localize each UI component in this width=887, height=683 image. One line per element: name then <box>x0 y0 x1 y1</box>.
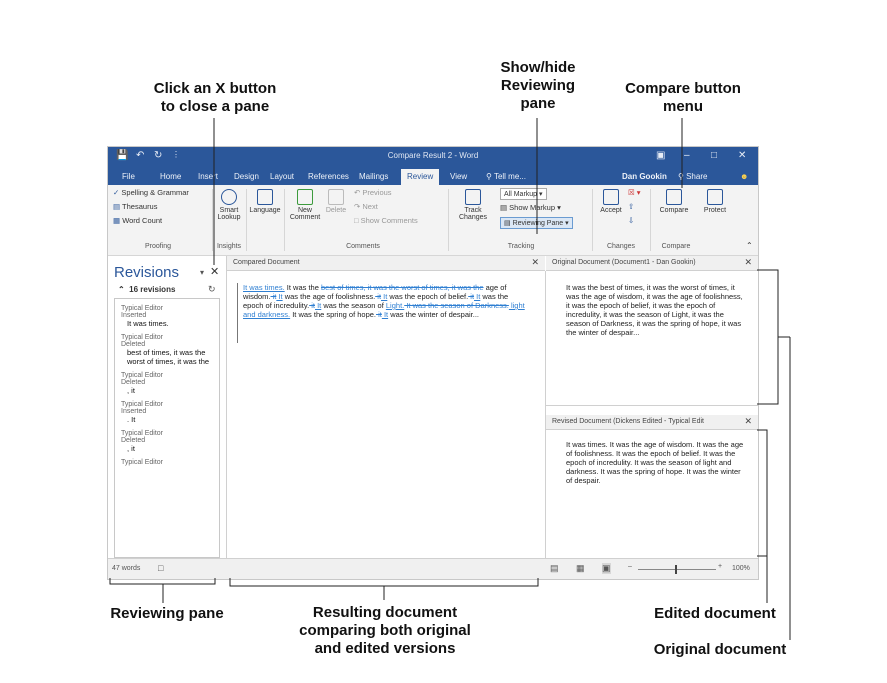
separator <box>592 189 593 251</box>
web-layout-icon[interactable]: ▣ <box>602 563 611 573</box>
collapse-ribbon-icon[interactable]: ⌃ <box>746 241 753 250</box>
separator <box>448 189 449 251</box>
track-changes-label: Track Changes <box>458 207 488 221</box>
tab-layout[interactable]: Layout <box>270 172 295 181</box>
list-item[interactable] <box>121 305 219 328</box>
delete-label: Delete <box>325 207 347 214</box>
thesaurus-button[interactable] <box>113 202 157 211</box>
previous-change-button[interactable]: ⇧ <box>628 202 635 211</box>
reviewing-pane-button[interactable]: ▤ Reviewing Pane ▾ <box>500 217 573 229</box>
callout-original-document: Original document <box>653 641 787 658</box>
change-bar <box>237 283 238 343</box>
delete-comment-button[interactable] <box>322 189 350 214</box>
ribbon-tabs <box>108 168 758 185</box>
revised-document-text: It was times. It was the age of wisdom. It was the age of foolishness. It was the epoch of belief. It was the epoch of incredulity. It was the season of light and darkness. It was the spring of hope. It was the winter of despair. <box>566 440 744 485</box>
new-comment-button[interactable] <box>288 189 322 221</box>
revision-type: Inserted <box>121 408 147 415</box>
tab-review[interactable]: Review <box>401 169 439 185</box>
close-revised-pane-icon[interactable]: ✕ <box>744 416 752 426</box>
show-markup-button[interactable]: ▤ Show Markup ▾ <box>500 203 561 212</box>
proofing-status-icon[interactable]: □ <box>158 563 164 573</box>
original-document-text: It was the best of times, it was the worst of times, it was the age of wisdom, it was the age of foolishness, it was the epoch of belief, it was the epoch of incredulity, it was the season of Light, it was the season of Darkness, it was the spring of hope, it was the winter of despair... <box>566 283 743 337</box>
revision-list <box>114 298 220 558</box>
callout-close-pane: Click an X button to close a pane <box>153 80 277 115</box>
callout-edited-document: Edited document <box>654 605 776 622</box>
revision-author: Typical Editor <box>121 305 164 312</box>
revision-count <box>118 285 175 294</box>
group-proofing: Proofing <box>144 243 172 250</box>
protect-icon <box>707 189 723 205</box>
next-label: Next <box>362 202 378 211</box>
text-run: was the season of <box>321 301 386 310</box>
compare-label: Compare <box>659 207 689 214</box>
revision-author: Typical Editor <box>121 430 164 437</box>
tab-home[interactable]: Home <box>160 172 182 181</box>
next-comment-button[interactable]: ↷ Next <box>354 202 378 211</box>
word-count-label: Word Count <box>122 216 163 225</box>
user-name[interactable]: Dan Gookin <box>622 172 667 181</box>
group-compare: Compare <box>661 243 691 250</box>
text-run: was the winter of despair... <box>388 310 480 319</box>
compared-document-header <box>227 256 545 271</box>
tell-me-box[interactable]: ⚲ Tell me... <box>486 172 526 181</box>
insertion: It <box>474 292 481 301</box>
callout-reviewing-pane: Reviewing pane <box>110 605 224 622</box>
list-item[interactable] <box>121 459 219 466</box>
compared-document-title: Compared Document <box>233 259 300 266</box>
language-icon <box>257 189 273 205</box>
original-document-title: Original Document (Document1 - Dan Gookin) <box>552 259 696 266</box>
zoom-level[interactable]: 100% <box>732 565 750 572</box>
window-title: Compare Result 2 - Word <box>387 151 479 160</box>
group-insights: Insights <box>216 243 242 250</box>
revision-text: . It <box>127 415 136 424</box>
deletion: it <box>309 301 315 310</box>
tab-file[interactable]: File <box>122 172 135 181</box>
show-comments-button[interactable]: □ Show Comments <box>354 216 418 225</box>
protect-button[interactable] <box>700 189 730 214</box>
revision-author: Typical Editor <box>121 459 164 466</box>
ribbon-options-icon[interactable]: ▣ <box>656 150 666 161</box>
spelling-icon: ✓ <box>113 188 120 197</box>
separator <box>246 189 247 251</box>
revision-type: Deleted <box>121 437 146 444</box>
tab-references[interactable]: References <box>308 172 349 181</box>
qat-customize-icon[interactable]: ⋮ <box>172 150 180 159</box>
show-comments-label: Show Comments <box>360 216 418 225</box>
callout-resulting-document: Resulting document comparing both original and edited versions <box>299 604 471 657</box>
tab-view[interactable]: View <box>450 172 468 181</box>
list-item[interactable] <box>121 430 219 453</box>
text-run: was the epoch of incredulity. <box>243 292 509 310</box>
group-tracking: Tracking <box>507 243 535 250</box>
insertion: light and darkness. <box>243 301 525 319</box>
insertion: It <box>315 301 322 310</box>
zoom-slider[interactable] <box>638 569 716 570</box>
group-comments: Comments <box>346 243 380 250</box>
tab-design[interactable]: Design <box>234 172 259 181</box>
original-document-header <box>546 256 758 271</box>
revision-text: , it <box>127 386 135 395</box>
smart-lookup-label: Smart Lookup <box>217 207 241 221</box>
read-mode-icon[interactable]: ▤ <box>550 563 559 573</box>
accept-label: Accept <box>600 207 622 214</box>
compared-document-area[interactable] <box>227 271 546 558</box>
refresh-icon[interactable]: ↻ <box>208 284 216 294</box>
display-for-review-select[interactable]: All Markup ▾ <box>500 188 547 200</box>
insertion: It <box>381 310 389 319</box>
compare-icon <box>666 189 682 205</box>
title-bar <box>108 147 758 168</box>
revision-type: Deleted <box>121 341 146 348</box>
smart-lookup-icon <box>221 189 237 205</box>
revision-text: It was times. <box>127 319 169 328</box>
insertion: It was times. <box>243 283 285 292</box>
zoom-in-icon[interactable]: + <box>718 563 723 570</box>
revision-author: Typical Editor <box>121 372 164 379</box>
word-count-icon: ▦ <box>113 216 121 225</box>
thesaurus-icon: ▤ <box>113 202 121 211</box>
text-run: was the epoch of belief. <box>387 292 469 301</box>
close-reviewing-pane-icon[interactable]: ✕ <box>210 266 220 278</box>
collapse-icon[interactable]: ⌃ <box>118 285 125 294</box>
all-markup-label: All Markup <box>504 191 538 198</box>
word-window <box>107 146 759 580</box>
list-item[interactable] <box>121 372 219 395</box>
save-icon[interactable]: 💾 <box>116 150 129 161</box>
insertion: Light. <box>385 301 405 310</box>
reviewing-pane <box>108 256 227 558</box>
previous-comment-button[interactable]: ↶ Previous <box>354 188 392 197</box>
insertion: It <box>381 292 388 301</box>
compared-document-text <box>243 283 528 319</box>
print-layout-icon[interactable]: ▦ <box>576 563 585 573</box>
zoom-slider-thumb[interactable] <box>675 565 677 574</box>
ribbon <box>108 185 758 256</box>
separator <box>212 189 213 251</box>
deletion: it <box>375 292 382 301</box>
show-markup-label: Show Markup <box>509 203 556 212</box>
revision-type: Deleted <box>121 379 146 386</box>
new-comment-label: New Comment <box>289 207 321 221</box>
share-label: Share <box>686 172 708 181</box>
list-item[interactable] <box>121 401 219 424</box>
revision-type: Inserted <box>121 312 147 319</box>
deletion: it <box>376 310 382 319</box>
revised-document-header <box>546 415 758 430</box>
tab-mailings[interactable]: Mailings <box>359 172 389 181</box>
language-label: Language <box>249 207 281 214</box>
new-comment-icon <box>297 189 313 205</box>
next-change-button[interactable]: ⇩ <box>628 216 635 225</box>
deletion: It was the season of Darkness. <box>404 301 509 310</box>
close-window-icon[interactable]: ✕ <box>738 150 747 161</box>
share-button[interactable]: ⚲ Share <box>678 172 708 181</box>
close-compared-pane-icon[interactable]: ✕ <box>531 257 539 267</box>
tell-me-label: Tell me... <box>493 172 526 181</box>
revision-author: Typical Editor <box>121 401 164 408</box>
accept-button[interactable] <box>596 189 626 214</box>
thesaurus-label: Thesaurus <box>122 202 158 211</box>
redo-icon[interactable]: ↻ <box>154 150 163 161</box>
deletion: it <box>468 292 475 301</box>
delete-comment-icon <box>328 189 344 205</box>
separator <box>650 189 651 251</box>
original-document-area[interactable] <box>546 271 758 406</box>
callout-compare-menu: Compare button menu <box>625 80 741 115</box>
track-changes-icon <box>465 189 481 205</box>
word-count-button[interactable] <box>113 216 162 225</box>
reject-button[interactable]: ☒ ▾ <box>628 188 641 197</box>
accept-icon <box>603 189 619 205</box>
callout-show-hide-reviewing: Show/hide Reviewing pane <box>500 59 576 112</box>
undo-icon[interactable]: ↶ <box>136 150 145 161</box>
compare-button[interactable] <box>656 189 692 214</box>
maximize-icon[interactable]: □ <box>711 150 718 161</box>
protect-label: Protect <box>703 207 727 214</box>
spelling-grammar-button[interactable] <box>113 188 189 197</box>
text-run: age of wisdom. <box>243 283 507 301</box>
language-button[interactable] <box>248 189 282 214</box>
reviewing-pane-label: Reviewing Pane <box>512 220 564 227</box>
revision-author: Typical Editor <box>121 334 164 341</box>
revision-count-label: 16 revisions <box>129 285 176 294</box>
revision-text: best of times, it was the worst of times, it was the <box>127 348 210 366</box>
revised-document-area[interactable] <box>546 430 758 558</box>
insertion: It <box>276 292 283 301</box>
revision-text: , it <box>127 444 135 453</box>
pane-options-icon[interactable]: ▾ <box>200 268 205 277</box>
deletion: best of times, it was the worst of times, it was the <box>320 283 484 292</box>
track-changes-button[interactable] <box>456 189 490 221</box>
list-item[interactable] <box>121 334 219 366</box>
text-run: was the age of foolishness. <box>282 292 376 301</box>
status-bar <box>108 558 758 580</box>
feedback-smiley-icon[interactable]: ☻ <box>740 172 749 181</box>
close-original-pane-icon[interactable]: ✕ <box>744 257 752 267</box>
word-count-status[interactable]: 47 words <box>112 565 141 572</box>
separator <box>284 189 285 251</box>
text-run: It was the <box>284 283 321 292</box>
tab-insert[interactable]: Insert <box>198 172 219 181</box>
revised-document-title: Revised Document (Dickens Edited - Typical Edit <box>552 418 704 425</box>
spelling-label: Spelling & Grammar <box>121 188 189 197</box>
revisions-title: Revisions <box>114 264 180 281</box>
deletion: it <box>270 292 277 301</box>
text-run: It was the spring of hope. <box>290 310 377 319</box>
zoom-out-icon[interactable]: – <box>628 563 632 570</box>
previous-label: Previous <box>362 188 392 197</box>
smart-lookup-button[interactable] <box>214 189 244 221</box>
minimize-icon[interactable]: – <box>684 150 690 161</box>
group-changes: Changes <box>606 243 636 250</box>
